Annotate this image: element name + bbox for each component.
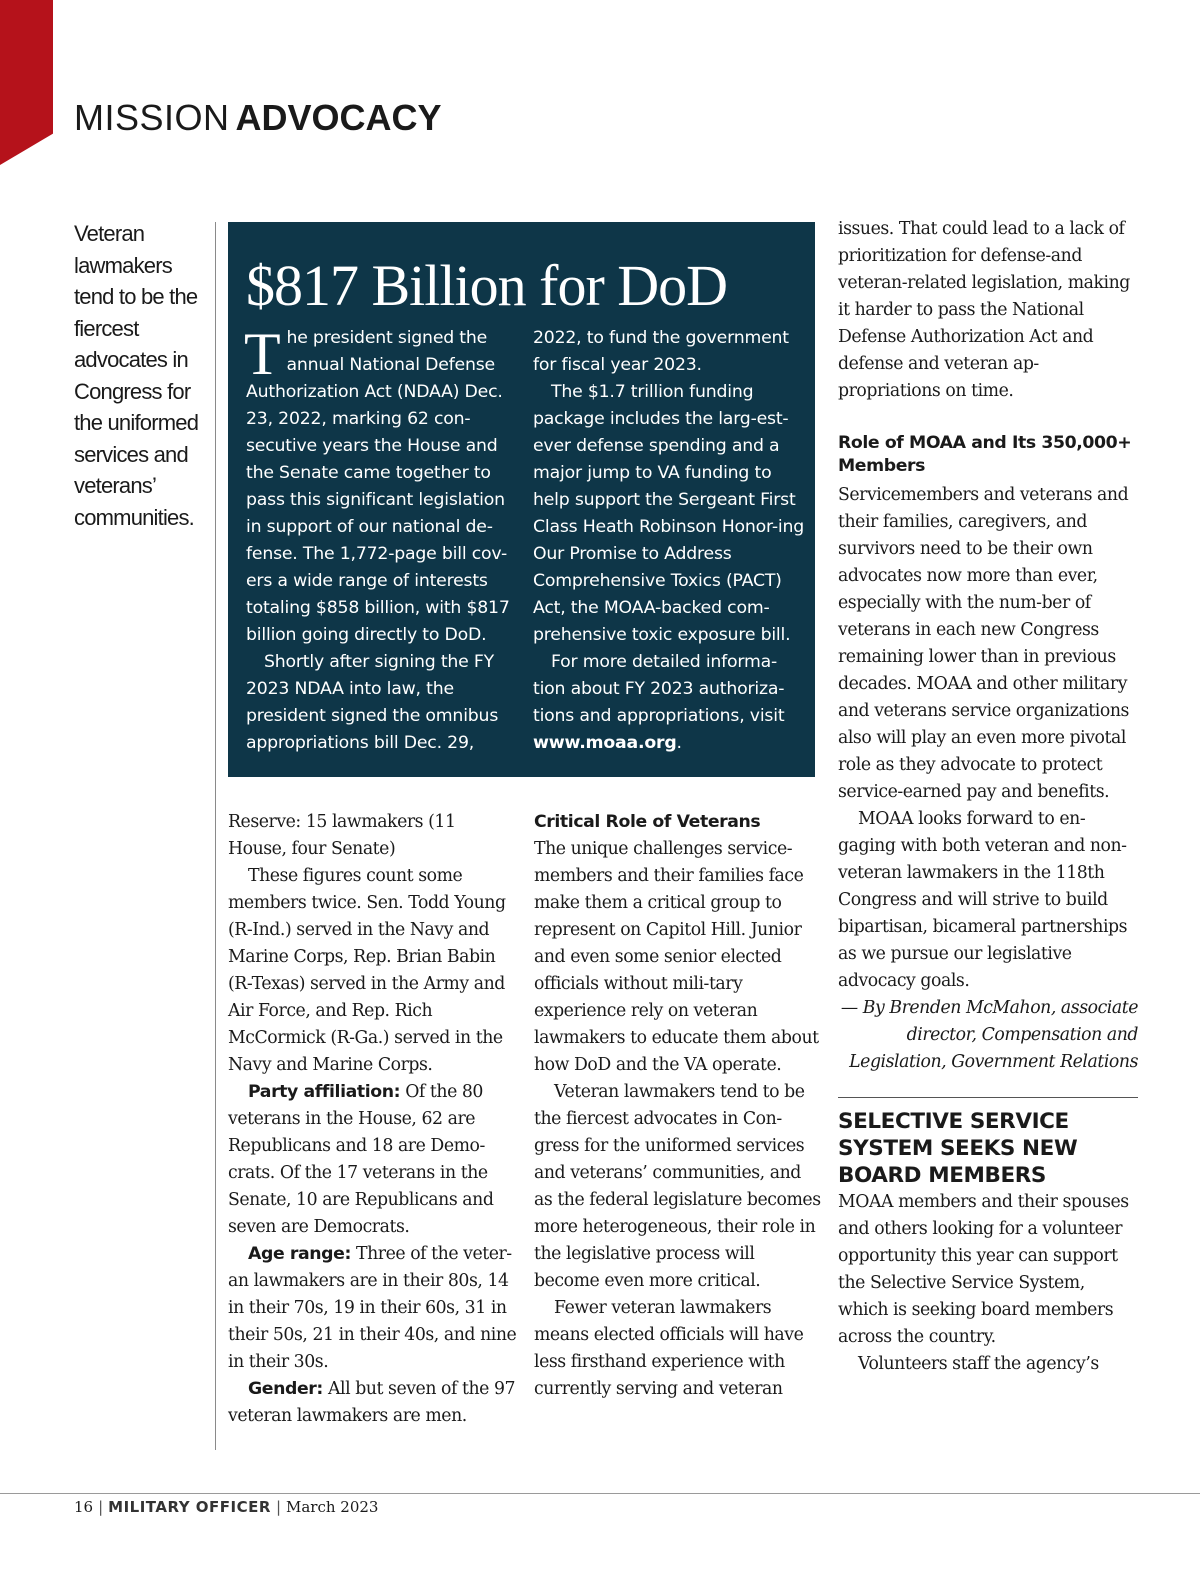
selective-service-headline: SELECTIVE SERVICE SYSTEM SEEKS NEW BOARD MEMBERS	[838, 1109, 1078, 1188]
footer-rule	[0, 1493, 1200, 1494]
body-paragraph: Servicemembers and veterans and their families, caregivers, and survivors need to be their own advocates now more than ever, especially with the num-ber of veterans in each new Congress remaining lower than in previous decades. MOAA and other military and veterans service organizations also will play an even more pivotal role as they advocate to protect service-earned pay and benefits.	[838, 485, 1129, 802]
section-rule	[838, 1097, 1138, 1098]
sidebar-paragraph	[533, 649, 808, 757]
body-paragraph: Veteran lawmakers tend to be the fiercest advocates in Con-gress for the uniformed services and veterans’ communities, and as the federal legislature becomes more heterogeneous, their role in the legislative process will become even more critical.	[534, 1082, 821, 1291]
body-paragraph: The unique challenges service-members and their families face make them a critical group to represent on Capitol Hill. Junior and even some senior elected officials without mili-tary experience rely on veteran lawmakers to educate them about how DoD and the VA operate.	[534, 839, 819, 1075]
section-header-light: MISSION	[74, 97, 230, 138]
page-footer	[74, 1497, 378, 1517]
sidebar-paragraph: Shortly after signing the FY 2023 NDAA into law, the president signed the omnibus appropriations bill Dec. 29,	[246, 652, 499, 753]
body-column-3	[838, 216, 1138, 1378]
sidebar-paragraph: The $1.7 trillion funding package includes the larg-est-ever defense spending and a major jump to VA funding to help support the Sergeant First Class Heath Robinson Honor-ing Our Promise to Address Comprehensive Toxics (PACT) Act, the MOAA-backed com-prehensive toxic exposure bill.	[533, 382, 804, 645]
sidebar-period: .	[676, 733, 682, 753]
body-paragraph: Volunteers staff the agency’s	[858, 1354, 1099, 1374]
section-header-bold: ADVOCACY	[235, 97, 442, 138]
magazine-name: MILITARY OFFICER	[108, 1498, 271, 1516]
footer-separator: |	[275, 1498, 281, 1516]
sidebar-paragraph-text: he president signed the annual National Defense Authorization Act (NDAA) Dec. 23, 2022, marking 62 con-secutive years the House and the Senate came together to pass this significant legislation in support of our national de-fense. The 1,772-page bill cov-ers a wide range of interests totaling $858 billion, with $817 billion going directly to DoD.	[246, 328, 510, 645]
sidebar-title: $817 Billion for DoD	[246, 253, 728, 318]
sidebar-paragraph	[244, 321, 518, 649]
section-corner-tab	[0, 0, 53, 165]
body-paragraph: MOAA looks forward to en-gaging with both veteran and non-veteran lawmakers in the 118th Congress and will strive to build bipartisan, bicameral partnerships as we pursue our legislative advocacy goals.	[838, 809, 1128, 991]
sidebar-column-right	[533, 325, 808, 757]
body-paragraph: Fewer veteran lawmakers means elected officials will have less firsthand experience with currently serving and veteran	[534, 1298, 804, 1399]
author-byline: — By Brenden McMahon, associate director, Compensation and Legislation, Government Relations	[840, 998, 1138, 1072]
body-text: All but seven of the 97 veteran lawmakers are men.	[228, 1379, 516, 1426]
body-paragraph-age	[228, 1241, 518, 1376]
sidebar-paragraph: 2022, to fund the government for fiscal year 2023.	[533, 328, 789, 375]
sidebar-column-left	[244, 321, 518, 757]
body-column-1	[228, 809, 518, 1430]
body-paragraph: issues. That could lead to a lack of prioritization for defense-and veteran-related legislation, making it harder to pass the National Defense Authorization Act and defense and veteran ap-propriations on time.	[838, 219, 1130, 401]
body-paragraph: Reserve: 15 lawmakers (11 House, four Senate)	[228, 812, 456, 859]
body-paragraph-party	[228, 1079, 518, 1241]
body-paragraph: These figures count some members twice. Sen. Todd Young (R-Ind.) served in the Navy and Marine Corps, Rep. Brian Babin (R-Texas) served in the Army and Air Force, and Rep. Rich McCormick (R-Ga.) served in the Navy and Marine Corps.	[228, 866, 506, 1075]
drop-cap: T	[244, 321, 281, 387]
sidebar-box	[228, 222, 815, 777]
pull-quote: Veteran lawmakers tend to be the fiercest advocates in Congress for the uniformed services and veterans’ communities.	[74, 221, 199, 530]
issue-date: March 2023	[286, 1498, 379, 1516]
lead-in-label: Gender:	[248, 1379, 323, 1399]
footer-separator: |	[98, 1498, 104, 1516]
moaa-link[interactable]: www.moaa.org	[533, 733, 677, 753]
sidebar-paragraph-text: For more detailed informa-tion about FY 2023 authoriza-tions and appropriations, visit	[533, 652, 785, 726]
page-number: 16	[74, 1498, 94, 1516]
body-paragraph: MOAA members and their spouses and others looking for a volunteer opportunity this year can support the Selective Service System, which is seeking board members across the country.	[838, 1192, 1129, 1347]
subhead-role-of-moaa: Role of MOAA and Its 350,000+ Members	[838, 433, 1132, 476]
subhead-critical-role: Critical Role of Veterans	[534, 812, 761, 832]
body-text: Of the 80 veterans in the House, 62 are Republicans and 18 are Demo-crats. Of the 17 veterans in the Senate, 10 are Republicans and seven are Democrats.	[228, 1082, 494, 1237]
lead-in-label: Age range:	[248, 1244, 351, 1264]
section-header	[74, 96, 442, 140]
lead-in-label: Party affiliation:	[248, 1082, 401, 1102]
column-divider	[215, 222, 216, 1450]
body-column-2	[534, 809, 824, 1403]
body-paragraph-gender	[228, 1376, 518, 1430]
body-text: Three of the veter-an lawmakers are in their 80s, 14 in their 70s, 19 in their 60s, 31 in their 50s, 21 in their 40s, and nine in their 30s.	[228, 1244, 517, 1372]
